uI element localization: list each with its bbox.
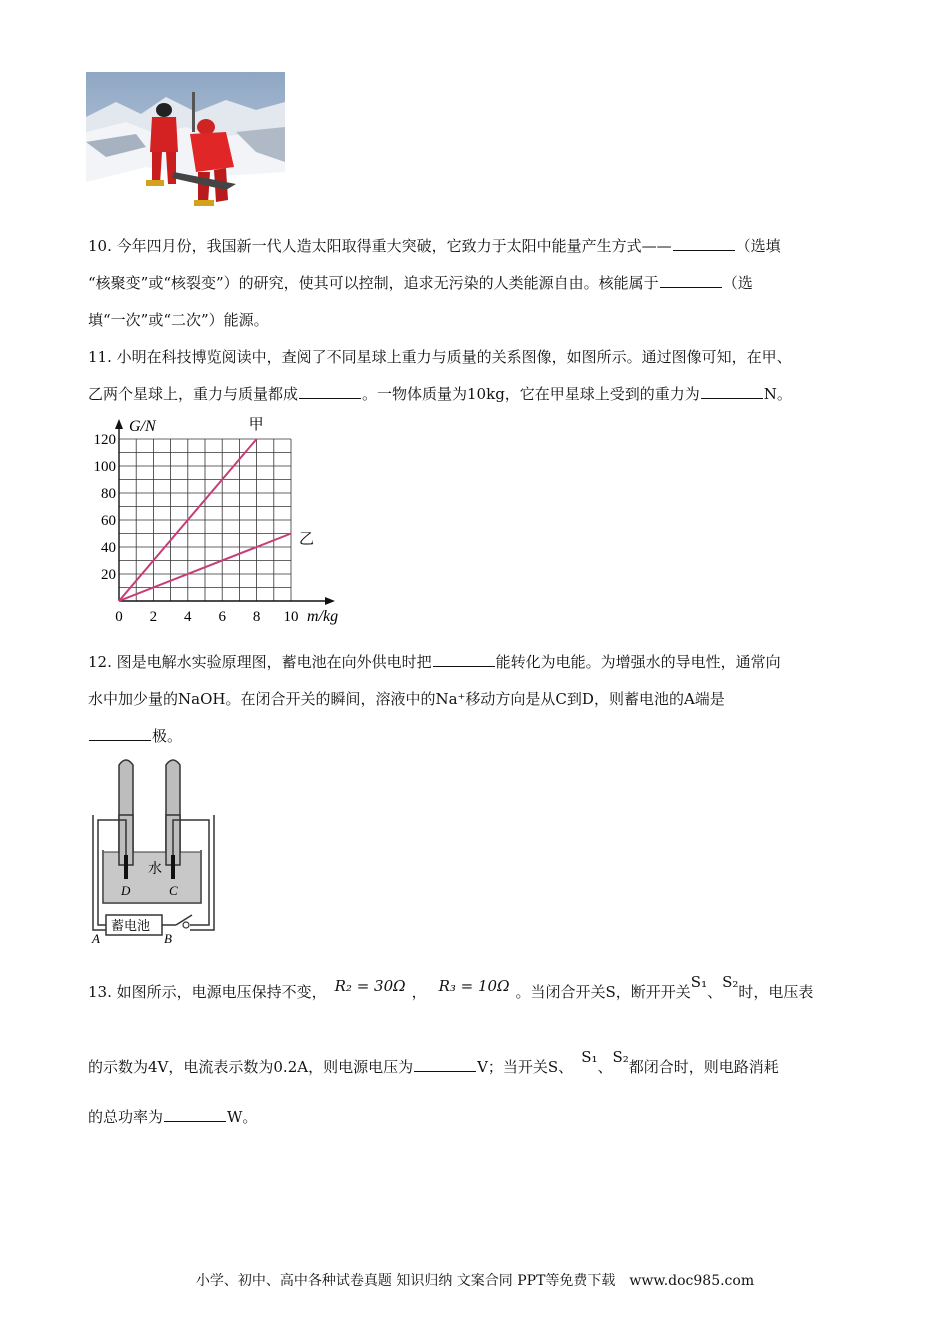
y-tick-label: 100 [93, 459, 116, 475]
x-tick-label: 10 [283, 609, 299, 625]
x-axis-label: m/kg [307, 608, 339, 625]
x-tick-label: 4 [184, 609, 192, 625]
q11-line-1: 11. 小明在科技博览阅读中，查阅了不同星球上重力与质量的关系图像，如图所示。通过图像可知，在甲、 [88, 348, 792, 366]
series-label-yi: 乙 [299, 531, 315, 548]
x-tick-label: 0 [115, 609, 123, 625]
electrolysis-diagram [86, 755, 221, 945]
terminal-a-label: A [92, 931, 100, 945]
q10-line-2: “核聚变”或“核裂变”）的研究，使其可以控制，追求无污染的人类能源自由。核能属于 （选 [88, 274, 753, 292]
y-tick-label: 80 [101, 486, 116, 502]
q10-line-1: 10. 今年四月份，我国新一代人造太阳取得重大突破，它致力于太阳中能量产生方式—— （选填 [88, 237, 781, 255]
q13-line-1: 13. 如图所示，电源电压保持不变， R₂ = 30Ω ， R₃ = 10Ω 。当闭合开关S，断开开关S₁、S₂时，电压表 [88, 973, 814, 1001]
gravity-mass-chart [86, 415, 356, 630]
q13-line-2: 的示数为4V，电流表示数为0.2A，则电源电压为 V；当开关S、S₁、S₂都闭合时，则电路消耗 [88, 1048, 779, 1076]
footer-ad[interactable]: 小学、初中、高中各种试卷真题 知识归纳 文案合同 PPT等免费下载 www.doc985.com [195, 1273, 755, 1289]
y-tick-label: 20 [101, 567, 116, 583]
q12-blank-2[interactable] [89, 726, 151, 741]
x-tick-label: 8 [252, 609, 261, 625]
y-axis-label: G/N [129, 418, 156, 435]
r3-value: R₃ = 10Ω [438, 977, 510, 995]
s2-symbol: S₂ [722, 973, 739, 991]
r2-value: R₂ = 30Ω [334, 977, 406, 995]
y-tick-label: 40 [101, 540, 116, 556]
water-label: 水 [148, 862, 162, 877]
terminal-b-label: B [164, 931, 172, 945]
x-axis-arrow [325, 597, 335, 605]
electrode-c-label: C [169, 883, 178, 898]
q13-line-3: 的总功率为 W。 [88, 1108, 258, 1126]
q10-blank-1[interactable] [673, 236, 735, 251]
q12-line-1: 12. 图是电解水实验原理图，蓄电池在向外供电时把 能转化为电能。为增强水的导电性，通常向 [88, 653, 781, 671]
summit-photo [86, 72, 285, 220]
q12-blank-1[interactable] [433, 652, 495, 667]
series-label-jia: 甲 [248, 417, 264, 433]
x-tick-label: 6 [218, 609, 226, 625]
q12-line-3: 极。 [88, 726, 182, 746]
q10-line-3: 填“一次”或“二次”）能源。 [88, 311, 269, 329]
battery-label: 蓄电池 [111, 918, 151, 933]
q11-blank-2[interactable] [701, 384, 763, 399]
s1-symbol: S₁ [690, 973, 708, 991]
q10-blank-2[interactable] [660, 273, 722, 288]
y-axis-arrow [115, 419, 123, 429]
q11-line-2: 乙两个星球上，重力与质量都成 。一物体质量为10kg，它在甲星球上受到的重力为 N。 [88, 385, 792, 403]
y-tick-label: 60 [101, 513, 116, 529]
y-tick-label: 120 [93, 432, 116, 448]
electrode-d-label: D [121, 883, 131, 898]
q13-blank-1[interactable] [414, 1057, 476, 1072]
q13-blank-2[interactable] [164, 1107, 226, 1122]
x-tick-label: 2 [149, 609, 158, 625]
q11-blank-1[interactable] [299, 384, 361, 399]
q12-line-2: 水中加少量的NaOH。在闭合开关的瞬间，溶液中的Na⁺移动方向是从C到D，则蓄电池的A端是 [88, 690, 725, 708]
